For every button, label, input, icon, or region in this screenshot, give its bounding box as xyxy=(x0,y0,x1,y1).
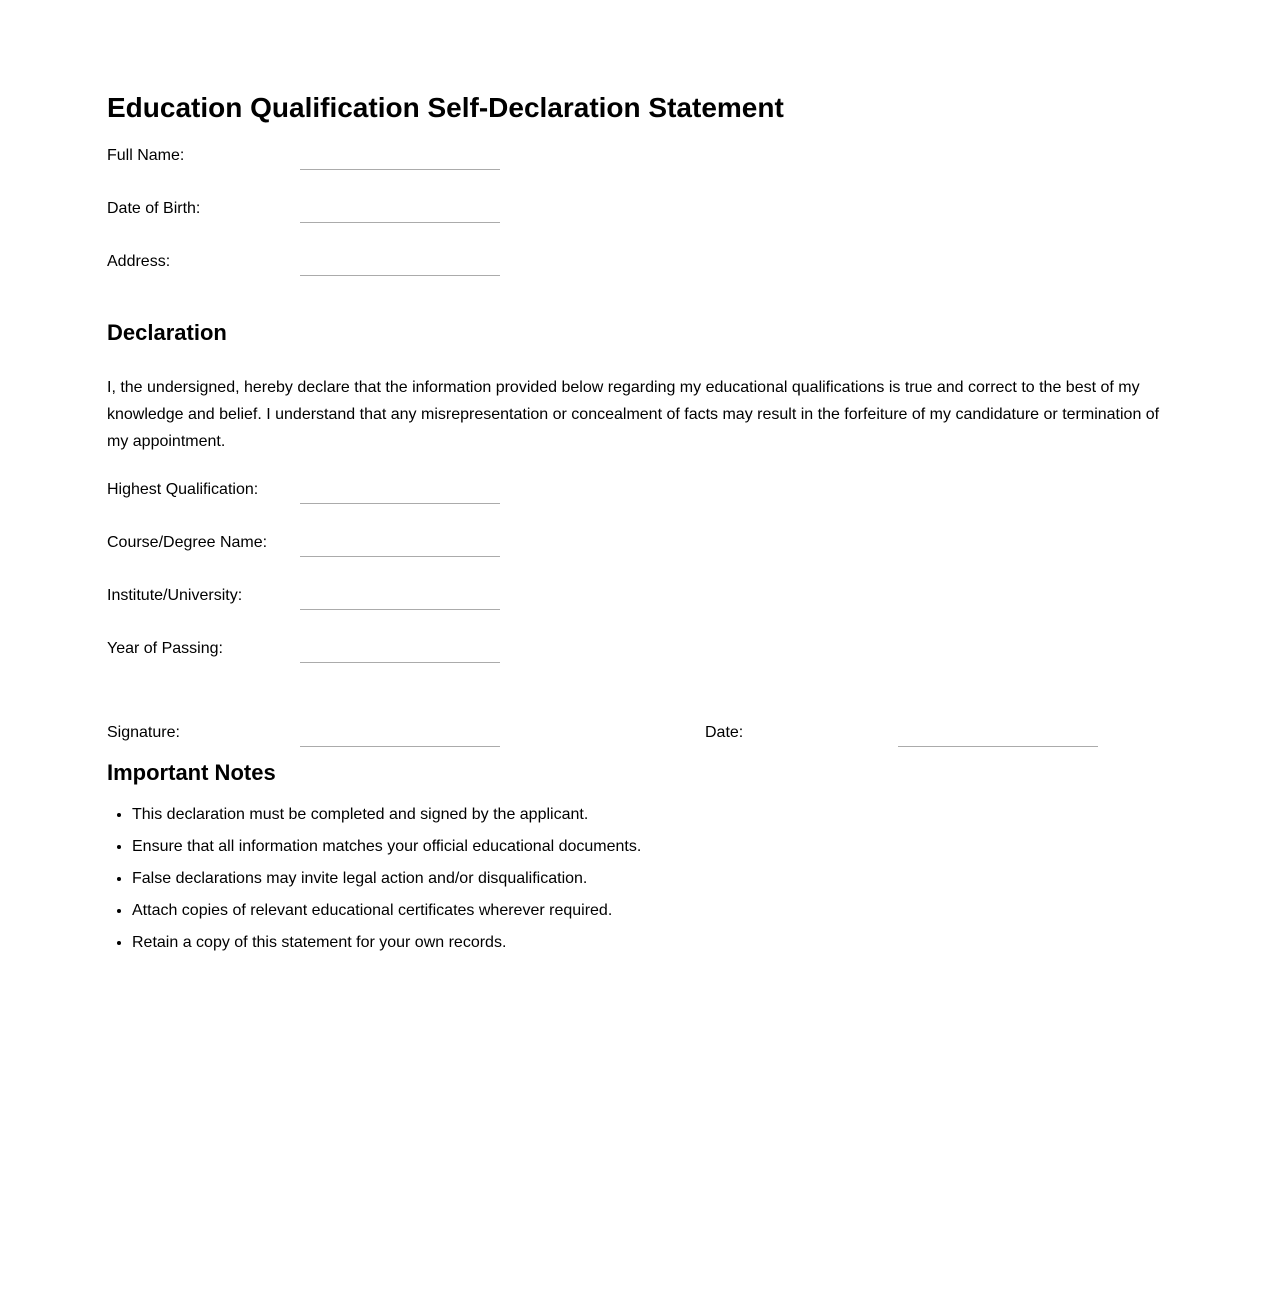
address-label: Address: xyxy=(107,253,171,271)
date-of-birth-row xyxy=(107,199,1171,223)
signature-label: Signature: xyxy=(107,723,180,741)
date-of-birth-label: Date of Birth: xyxy=(107,200,201,218)
declaration-text: I, the undersigned, hereby declare that the information provided below regarding my educational qualifications is true and correct to the best of my knowledge and belief. I understand that any misrepresentation or concealment of facts may result in the forfeiture of my candidature or termination of my appointment. xyxy=(107,378,1160,450)
date-of-birth-input[interactable] xyxy=(300,199,500,223)
full-name-row xyxy=(107,146,1171,170)
course-degree-label: Course/Degree Name: xyxy=(107,533,268,551)
document-title: Education Qualification Self-Declaration Statement xyxy=(107,92,784,123)
institute-university-row xyxy=(107,586,1171,610)
signature-input[interactable] xyxy=(300,723,500,747)
note-item: • Retain a copy of this statement for your own records. xyxy=(132,933,1171,953)
note-item: • Ensure that all information matches your official educational documents. xyxy=(132,837,1171,857)
date-label: Date: xyxy=(705,723,744,741)
personal-info-section xyxy=(107,146,1171,276)
signature-date-row xyxy=(107,723,1171,747)
year-of-passing-row xyxy=(107,639,1171,663)
address-row xyxy=(107,252,1171,276)
highest-qualification-row xyxy=(107,480,1171,504)
note-item: • This declaration must be completed and signed by the applicant. xyxy=(132,805,1171,825)
note-item: • False declarations may invite legal action and/or disqualification. xyxy=(132,869,1171,889)
notes-list xyxy=(107,805,1171,953)
course-degree-input[interactable] xyxy=(300,533,500,557)
important-notes-heading: Important Notes xyxy=(107,759,276,785)
note-item: • Attach copies of relevant educational certificates wherever required. xyxy=(132,901,1171,921)
date-input[interactable] xyxy=(898,723,1098,747)
highest-qualification-input[interactable] xyxy=(300,480,500,504)
full-name-label: Full Name: xyxy=(107,147,185,165)
highest-qualification-label: Highest Qualification: xyxy=(107,480,259,498)
institute-university-input[interactable] xyxy=(300,586,500,610)
institute-university-label: Institute/University: xyxy=(107,586,243,604)
course-degree-row xyxy=(107,533,1171,557)
declaration-heading: Declaration xyxy=(107,320,227,346)
year-of-passing-label: Year of Passing: xyxy=(107,639,223,657)
qualification-section xyxy=(107,480,1171,663)
year-of-passing-input[interactable] xyxy=(300,639,500,663)
address-input[interactable] xyxy=(300,252,500,276)
full-name-input[interactable] xyxy=(300,146,500,170)
document-page xyxy=(107,0,1171,1300)
